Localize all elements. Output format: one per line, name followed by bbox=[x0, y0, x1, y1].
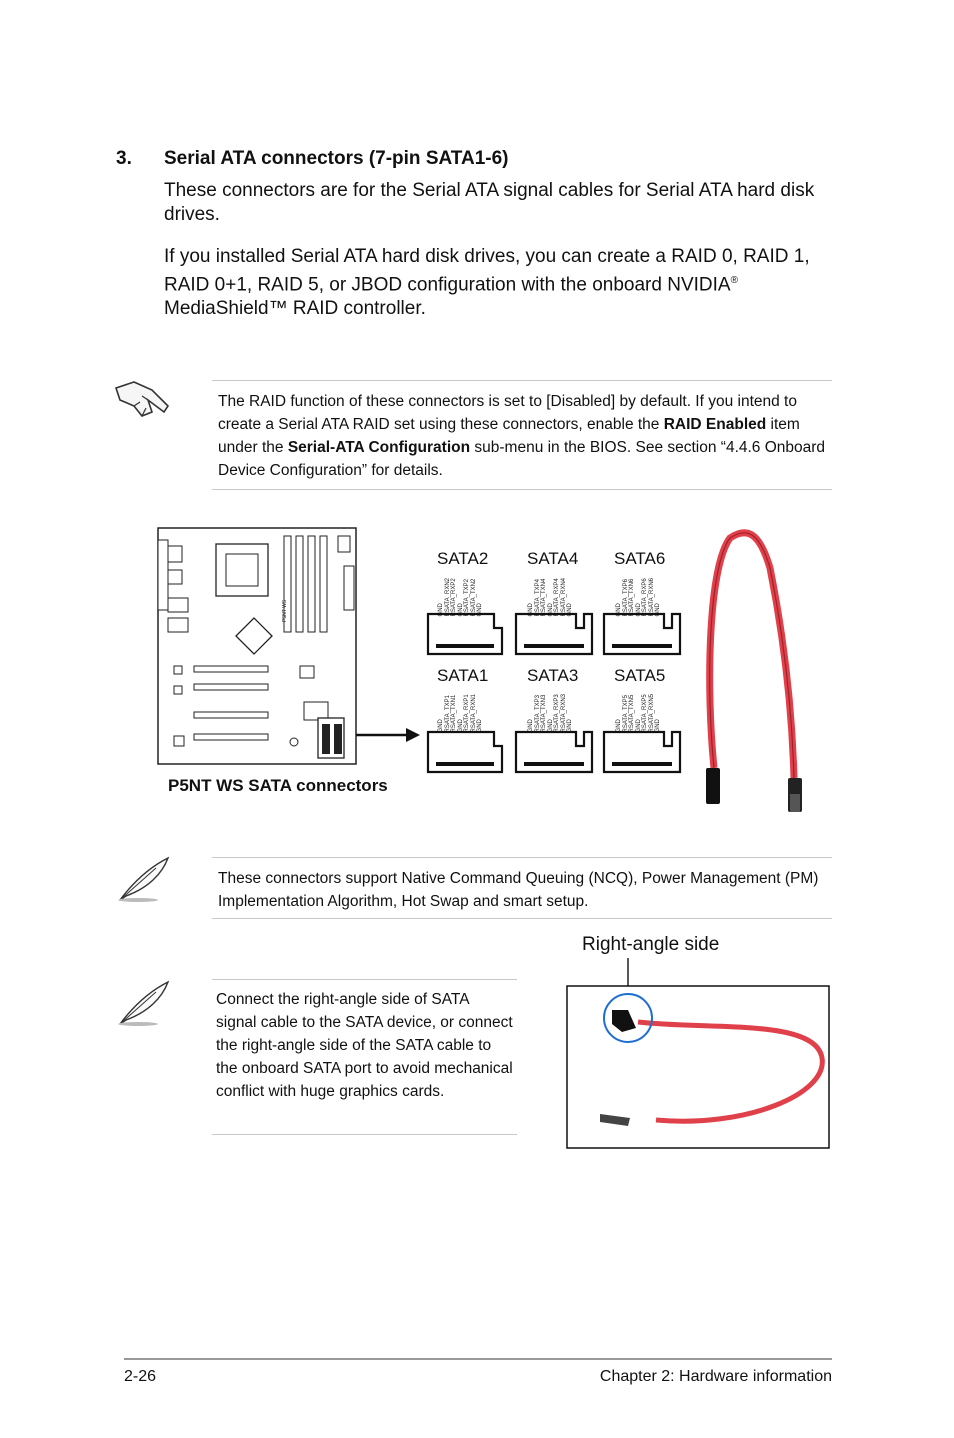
pin: RSATA_TXP6 bbox=[622, 579, 629, 617]
pin: RSATA_RXN1 bbox=[470, 694, 477, 733]
pin: RSATA_TXP2 bbox=[464, 579, 470, 617]
pin: RSATA_RXP4 bbox=[554, 578, 560, 617]
section-number: 3. bbox=[116, 148, 132, 169]
pin: GND bbox=[616, 603, 622, 617]
pin: GND bbox=[528, 603, 534, 617]
sata-cable-image bbox=[700, 528, 810, 812]
pin: RSATA_RXN4 bbox=[560, 578, 567, 617]
pin: GND bbox=[528, 719, 534, 733]
pin: RSATA_RXN2 bbox=[444, 578, 451, 617]
connector-label-sata6: SATA6 bbox=[614, 549, 666, 568]
registered-mark: ® bbox=[730, 275, 738, 286]
pin: GND bbox=[457, 719, 464, 733]
connector-label-sata2: SATA2 bbox=[437, 549, 489, 568]
connector-label-sata4: SATA4 bbox=[527, 549, 579, 568]
diagram-caption: P5NT WS SATA connectors bbox=[168, 776, 388, 795]
pin: GND bbox=[567, 603, 573, 617]
pin: RSATA_RXN3 bbox=[560, 694, 567, 733]
pin: GND bbox=[655, 719, 661, 733]
pin: RSATA_TXP1 bbox=[444, 695, 451, 733]
raid-paragraph bbox=[164, 245, 844, 321]
right-angle-label: Right-angle side bbox=[582, 934, 720, 955]
raid-disabled-note bbox=[212, 380, 832, 490]
pin: RSATA_TXN1 bbox=[451, 694, 457, 733]
connector-outlines bbox=[420, 600, 690, 776]
hand-pointer-icon bbox=[112, 376, 172, 424]
pin: GND bbox=[616, 719, 622, 733]
pin: RSATA_RXP3 bbox=[554, 694, 560, 733]
pin: GND bbox=[457, 603, 464, 617]
pin: RSATA_RXP2 bbox=[451, 578, 457, 617]
note1-text-1: The RAID function of these connectors is set to [Disabled] by default. If you intend to create a Serial ATA RAID set using these connectors, enable the bbox=[218, 393, 797, 433]
connector-label-sata1: SATA1 bbox=[437, 666, 489, 685]
raid-paragraph-end: MediaShield™ RAID controller. bbox=[164, 298, 426, 320]
intro-paragraph: These connectors are for the Serial ATA signal cables for Serial ATA hard disk drives. bbox=[164, 180, 815, 225]
pin: RSATA_TXN6 bbox=[629, 578, 635, 617]
pin: RSATA_TXN2 bbox=[470, 578, 477, 617]
pin: GND bbox=[477, 719, 483, 733]
ncq-support-note: These connectors support Native Command Queuing (NCQ), Power Management (PM) Implementation Algorithm, Hot Swap and smart setup. bbox=[212, 857, 832, 919]
chapter-title: Chapter 2: Hardware information bbox=[599, 1368, 832, 1385]
pin: RSATA_RXP1 bbox=[464, 694, 470, 733]
note1-bold-2: Serial-ATA Configuration bbox=[287, 439, 471, 456]
pin: RSATA_TXP4 bbox=[534, 579, 541, 617]
feather-note-icon bbox=[112, 978, 172, 1026]
pointer-arrow bbox=[356, 720, 422, 750]
feather-note-icon bbox=[112, 854, 172, 902]
raid-paragraph-text: If you installed Serial ATA hard disk drives, you can create a RAID 0, RAID 1, RAID 0+1, RAID 5, or JBOD configuration with the onboard NVIDIA bbox=[164, 246, 810, 296]
pin: RSATA_TXN5 bbox=[629, 694, 635, 733]
pin: RSATA_TXN4 bbox=[541, 578, 547, 617]
right-angle-note: Connect the right-angle side of SATA signal cable to the SATA device, or connect the right-angle side of the SATA cable to the onboard SATA port to avoid mechanical conflict with huge graphics cards. bbox=[212, 979, 517, 1135]
pin: GND bbox=[438, 719, 444, 733]
footer-rule bbox=[124, 1358, 832, 1360]
pin: RSATA_RXP5 bbox=[642, 694, 648, 733]
pin: GND bbox=[655, 603, 661, 617]
page-number: 2-26 bbox=[124, 1368, 157, 1385]
pin: RSATA_RXN5 bbox=[648, 694, 655, 733]
pin: RSATA_TXN3 bbox=[541, 694, 547, 733]
pin: RSATA_RXP6 bbox=[642, 578, 648, 617]
note1-text-3: sub-menu in the BIOS. See section “4.4.6 Onboard Device Configuration” for details. bbox=[218, 439, 826, 479]
pin: GND bbox=[567, 719, 573, 733]
pin: GND bbox=[477, 603, 483, 617]
right-angle-cable-photo bbox=[566, 958, 832, 1150]
pin: RSATA_TXP5 bbox=[622, 695, 629, 733]
pin: GND bbox=[635, 719, 642, 733]
pin: GND bbox=[438, 603, 444, 617]
pin: GND bbox=[547, 603, 554, 617]
note1-text-2: item under the bbox=[218, 416, 800, 456]
connector-label-sata5: SATA5 bbox=[614, 666, 666, 685]
section-title: Serial ATA connectors (7-pin SATA1-6) bbox=[164, 148, 509, 169]
pin: RSATA_RXN6 bbox=[648, 578, 655, 617]
connector-label-sata3: SATA3 bbox=[527, 666, 579, 685]
svg-text:P5NT WS: P5NT WS bbox=[282, 599, 288, 622]
motherboard-layout bbox=[154, 526, 360, 768]
note1-bold-1: RAID Enabled bbox=[663, 416, 767, 433]
pin: RSATA_TXP3 bbox=[534, 695, 541, 733]
pin: GND bbox=[635, 603, 642, 617]
pin: GND bbox=[547, 719, 554, 733]
